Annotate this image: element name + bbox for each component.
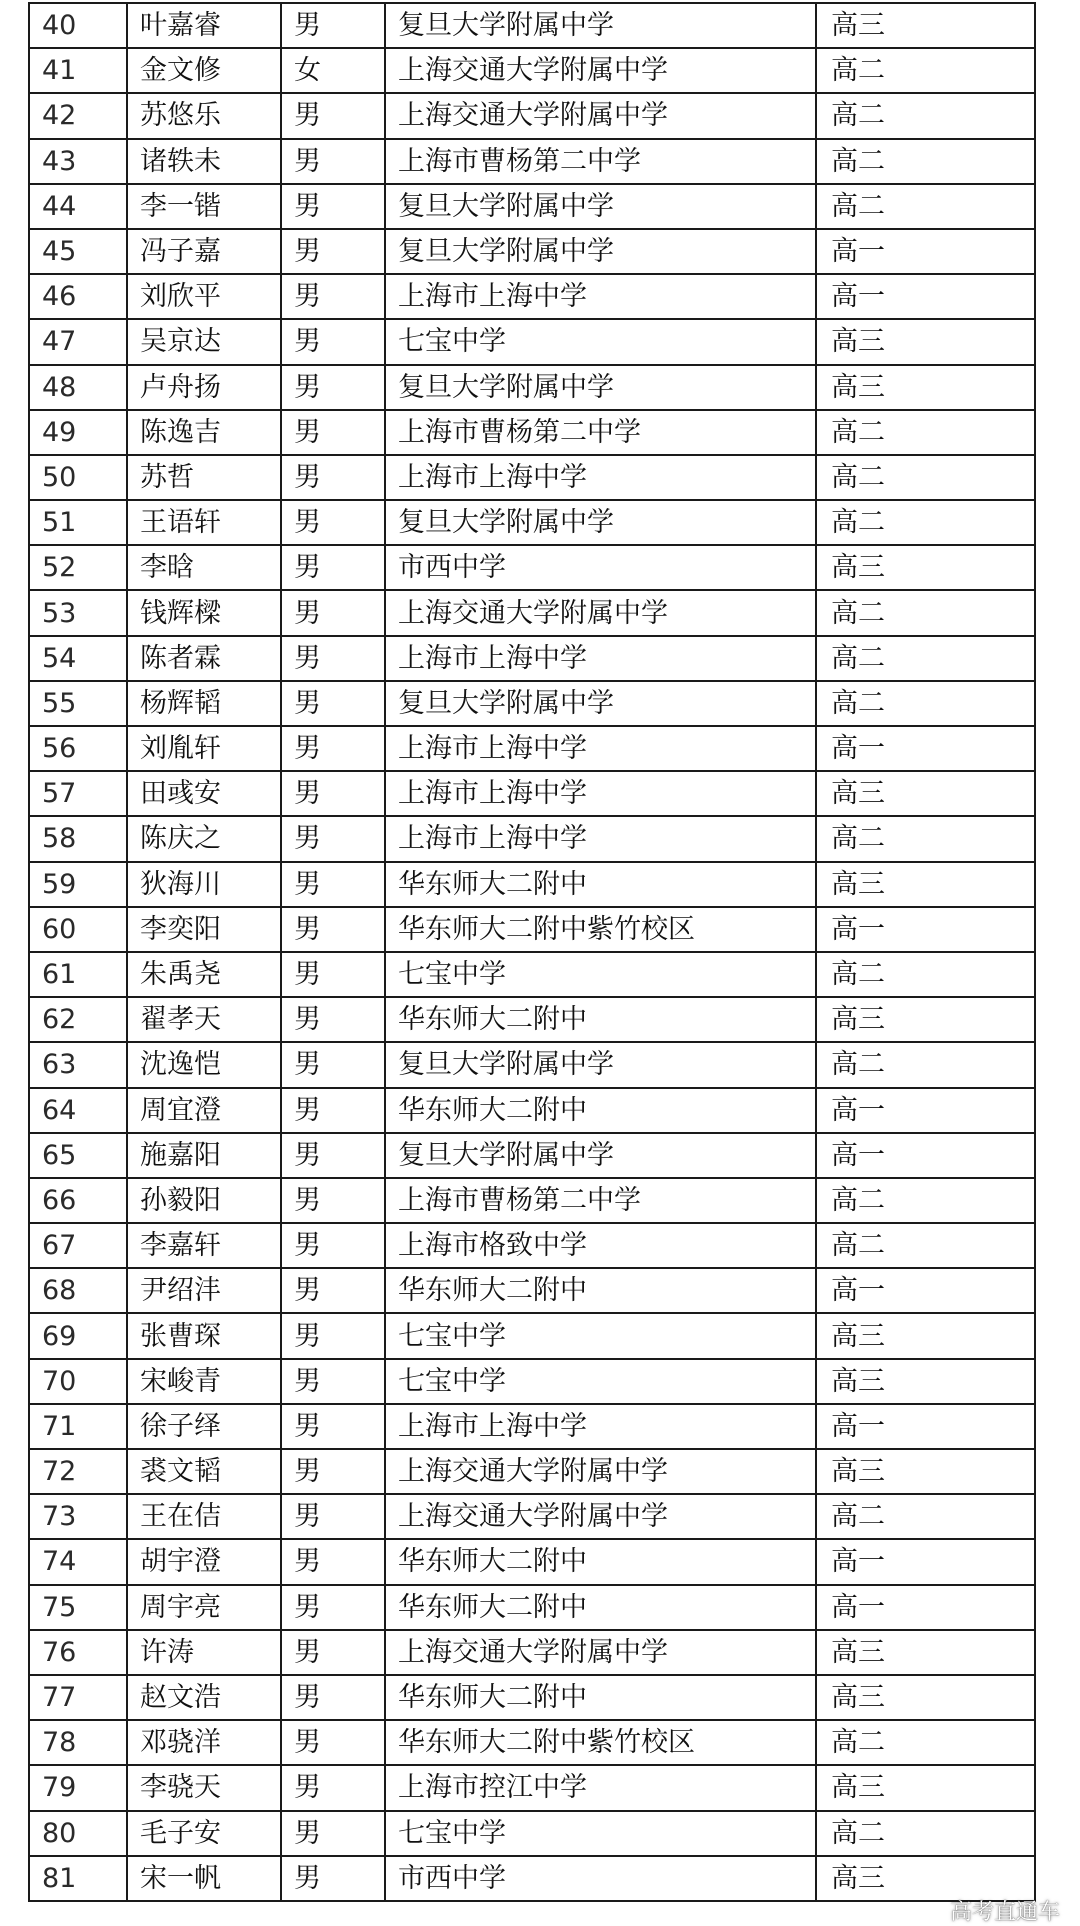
school-cell: 复旦大学附属中学 [385, 1133, 816, 1178]
school-cell: 七宝中学 [385, 1313, 816, 1358]
grade-cell: 高三 [816, 1765, 1035, 1810]
school-cell: 上海市上海中学 [385, 771, 816, 816]
grade-cell: 高三 [816, 319, 1035, 364]
student-name-cell: 孙毅阳 [127, 1178, 281, 1223]
row-number-cell: 59 [29, 862, 127, 907]
gender-cell: 男 [281, 1765, 385, 1810]
grade-cell: 高三 [816, 1449, 1035, 1494]
row-number-cell: 69 [29, 1313, 127, 1358]
grade-cell: 高三 [816, 3, 1035, 48]
student-name-cell: 陈庆之 [127, 816, 281, 861]
student-name-cell: 吴京达 [127, 319, 281, 364]
table-row [29, 952, 1035, 997]
school-cell: 七宝中学 [385, 952, 816, 997]
grade-cell: 高三 [816, 997, 1035, 1042]
table-row [29, 1720, 1035, 1765]
grade-cell: 高二 [816, 500, 1035, 545]
student-name-cell: 叶嘉睿 [127, 3, 281, 48]
table-row [29, 1765, 1035, 1810]
table-row [29, 1449, 1035, 1494]
grade-cell: 高三 [816, 1359, 1035, 1404]
student-name-cell: 刘欣平 [127, 274, 281, 319]
gender-cell: 男 [281, 1133, 385, 1178]
gender-cell: 男 [281, 184, 385, 229]
student-name-cell: 冯子嘉 [127, 229, 281, 274]
row-number-cell: 77 [29, 1675, 127, 1720]
gender-cell: 男 [281, 274, 385, 319]
row-number-cell: 71 [29, 1404, 127, 1449]
table-row [29, 139, 1035, 184]
gender-cell: 男 [281, 365, 385, 410]
student-name-cell: 钱辉樑 [127, 590, 281, 635]
table-row [29, 455, 1035, 500]
student-name-cell: 诸轶未 [127, 139, 281, 184]
grade-cell: 高三 [816, 862, 1035, 907]
row-number-cell: 55 [29, 681, 127, 726]
school-cell: 上海交通大学附属中学 [385, 1494, 816, 1539]
school-cell: 上海市上海中学 [385, 726, 816, 771]
gender-cell: 男 [281, 1494, 385, 1539]
student-name-cell: 周宇亮 [127, 1585, 281, 1630]
row-number-cell: 44 [29, 184, 127, 229]
row-number-cell: 60 [29, 907, 127, 952]
row-number-cell: 51 [29, 500, 127, 545]
student-name-cell: 陈者霖 [127, 636, 281, 681]
gender-cell: 男 [281, 1811, 385, 1856]
row-number-cell: 41 [29, 48, 127, 93]
row-number-cell: 47 [29, 319, 127, 364]
table-row [29, 1811, 1035, 1856]
table-row [29, 816, 1035, 861]
school-cell: 上海市上海中学 [385, 636, 816, 681]
grade-cell: 高二 [816, 1042, 1035, 1087]
student-name-cell: 卢舟扬 [127, 365, 281, 410]
student-name-cell: 许涛 [127, 1630, 281, 1675]
row-number-cell: 64 [29, 1088, 127, 1133]
school-cell: 华东师大二附中 [385, 1675, 816, 1720]
row-number-cell: 48 [29, 365, 127, 410]
gender-cell: 男 [281, 590, 385, 635]
student-name-cell: 尹绍沣 [127, 1268, 281, 1313]
student-name-cell: 李一锴 [127, 184, 281, 229]
gender-cell: 男 [281, 771, 385, 816]
school-cell: 华东师大二附中紫竹校区 [385, 1720, 816, 1765]
grade-cell: 高一 [816, 1539, 1035, 1584]
row-number-cell: 40 [29, 3, 127, 48]
table-row [29, 1178, 1035, 1223]
gender-cell: 男 [281, 907, 385, 952]
table-row [29, 1223, 1035, 1268]
school-cell: 复旦大学附属中学 [385, 184, 816, 229]
school-cell: 华东师大二附中 [385, 862, 816, 907]
gender-cell: 男 [281, 139, 385, 184]
gender-cell: 男 [281, 1042, 385, 1087]
school-cell: 七宝中学 [385, 1359, 816, 1404]
row-number-cell: 78 [29, 1720, 127, 1765]
school-cell: 上海交通大学附属中学 [385, 1449, 816, 1494]
grade-cell: 高二 [816, 1223, 1035, 1268]
school-cell: 上海市上海中学 [385, 274, 816, 319]
grade-cell: 高二 [816, 1811, 1035, 1856]
gender-cell: 男 [281, 862, 385, 907]
row-number-cell: 52 [29, 545, 127, 590]
gender-cell: 男 [281, 1178, 385, 1223]
gender-cell: 男 [281, 1268, 385, 1313]
row-number-cell: 56 [29, 726, 127, 771]
grade-cell: 高三 [816, 1630, 1035, 1675]
gender-cell: 女 [281, 48, 385, 93]
grade-cell: 高二 [816, 681, 1035, 726]
gender-cell: 男 [281, 229, 385, 274]
gender-cell: 男 [281, 636, 385, 681]
school-cell: 上海市上海中学 [385, 816, 816, 861]
school-cell: 上海交通大学附属中学 [385, 48, 816, 93]
row-number-cell: 72 [29, 1449, 127, 1494]
school-cell: 上海交通大学附属中学 [385, 93, 816, 138]
student-name-cell: 宋峻青 [127, 1359, 281, 1404]
gender-cell: 男 [281, 1313, 385, 1358]
grade-cell: 高二 [816, 455, 1035, 500]
student-name-cell: 金文修 [127, 48, 281, 93]
table-row [29, 1268, 1035, 1313]
grade-cell: 高三 [816, 365, 1035, 410]
table-row [29, 229, 1035, 274]
grade-cell: 高二 [816, 184, 1035, 229]
row-number-cell: 43 [29, 139, 127, 184]
table-row [29, 907, 1035, 952]
school-cell: 华东师大二附中 [385, 997, 816, 1042]
row-number-cell: 80 [29, 1811, 127, 1856]
grade-cell: 高一 [816, 1088, 1035, 1133]
school-cell: 市西中学 [385, 545, 816, 590]
row-number-cell: 54 [29, 636, 127, 681]
student-name-cell: 王语轩 [127, 500, 281, 545]
row-number-cell: 62 [29, 997, 127, 1042]
student-name-cell: 周宜澄 [127, 1088, 281, 1133]
grade-cell: 高一 [816, 1585, 1035, 1630]
table-row [29, 771, 1035, 816]
row-number-cell: 67 [29, 1223, 127, 1268]
school-cell: 华东师大二附中 [385, 1585, 816, 1630]
gender-cell: 男 [281, 455, 385, 500]
grade-cell: 高二 [816, 1178, 1035, 1223]
grade-cell: 高二 [816, 93, 1035, 138]
row-number-cell: 63 [29, 1042, 127, 1087]
grade-cell: 高二 [816, 410, 1035, 455]
student-name-cell: 张曹琛 [127, 1313, 281, 1358]
student-name-cell: 宋一帆 [127, 1856, 281, 1901]
grade-cell: 高一 [816, 726, 1035, 771]
row-number-cell: 75 [29, 1585, 127, 1630]
student-name-cell: 裘文韬 [127, 1449, 281, 1494]
student-name-cell: 苏哲 [127, 455, 281, 500]
table-row [29, 410, 1035, 455]
table-row [29, 1313, 1035, 1358]
row-number-cell: 53 [29, 590, 127, 635]
grade-cell: 高一 [816, 907, 1035, 952]
table-row [29, 997, 1035, 1042]
school-cell: 上海市格致中学 [385, 1223, 816, 1268]
school-cell: 华东师大二附中 [385, 1088, 816, 1133]
student-name-cell: 施嘉阳 [127, 1133, 281, 1178]
grade-cell: 高二 [816, 1720, 1035, 1765]
table-row [29, 48, 1035, 93]
grade-cell: 高二 [816, 1494, 1035, 1539]
school-cell: 华东师大二附中 [385, 1539, 816, 1584]
grade-cell: 高三 [816, 1313, 1035, 1358]
row-number-cell: 58 [29, 816, 127, 861]
gender-cell: 男 [281, 726, 385, 771]
grade-cell: 高一 [816, 1133, 1035, 1178]
table-row [29, 1585, 1035, 1630]
row-number-cell: 61 [29, 952, 127, 997]
grade-cell: 高三 [816, 1856, 1035, 1901]
row-number-cell: 57 [29, 771, 127, 816]
gender-cell: 男 [281, 1404, 385, 1449]
table-row [29, 3, 1035, 48]
table-row [29, 636, 1035, 681]
school-cell: 华东师大二附中 [385, 1268, 816, 1313]
grade-cell: 高一 [816, 1268, 1035, 1313]
school-cell: 上海市曹杨第二中学 [385, 139, 816, 184]
gender-cell: 男 [281, 1630, 385, 1675]
row-number-cell: 42 [29, 93, 127, 138]
student-name-cell: 李晗 [127, 545, 281, 590]
row-number-cell: 66 [29, 1178, 127, 1223]
table-row [29, 500, 1035, 545]
student-name-cell: 毛子安 [127, 1811, 281, 1856]
table-row [29, 319, 1035, 364]
school-cell: 上海市控江中学 [385, 1765, 816, 1810]
row-number-cell: 45 [29, 229, 127, 274]
grade-cell: 高三 [816, 545, 1035, 590]
grade-cell: 高二 [816, 636, 1035, 681]
school-cell: 华东师大二附中紫竹校区 [385, 907, 816, 952]
table-row [29, 1088, 1035, 1133]
grade-cell: 高一 [816, 229, 1035, 274]
table-row [29, 1630, 1035, 1675]
row-number-cell: 70 [29, 1359, 127, 1404]
table-row [29, 862, 1035, 907]
school-cell: 复旦大学附属中学 [385, 1042, 816, 1087]
gender-cell: 男 [281, 1359, 385, 1404]
student-name-cell: 徐子绎 [127, 1404, 281, 1449]
gender-cell: 男 [281, 1088, 385, 1133]
gender-cell: 男 [281, 1856, 385, 1901]
grade-cell: 高三 [816, 771, 1035, 816]
table-row [29, 1539, 1035, 1584]
table-row [29, 1856, 1035, 1901]
table-row [29, 726, 1035, 771]
table-row [29, 274, 1035, 319]
student-name-cell: 翟孝天 [127, 997, 281, 1042]
school-cell: 复旦大学附属中学 [385, 681, 816, 726]
row-number-cell: 65 [29, 1133, 127, 1178]
row-number-cell: 76 [29, 1630, 127, 1675]
row-number-cell: 68 [29, 1268, 127, 1313]
gender-cell: 男 [281, 1675, 385, 1720]
student-name-cell: 胡宇澄 [127, 1539, 281, 1584]
table-row [29, 365, 1035, 410]
student-name-cell: 狄海川 [127, 862, 281, 907]
gender-cell: 男 [281, 319, 385, 364]
school-cell: 复旦大学附属中学 [385, 365, 816, 410]
student-name-cell: 沈逸恺 [127, 1042, 281, 1087]
table-body [29, 3, 1035, 1901]
grade-cell: 高一 [816, 1404, 1035, 1449]
school-cell: 复旦大学附属中学 [385, 3, 816, 48]
table-row [29, 1359, 1035, 1404]
school-cell: 七宝中学 [385, 1811, 816, 1856]
grade-cell: 高二 [816, 139, 1035, 184]
student-name-cell: 赵文浩 [127, 1675, 281, 1720]
gender-cell: 男 [281, 93, 385, 138]
table-row [29, 1494, 1035, 1539]
row-number-cell: 73 [29, 1494, 127, 1539]
school-cell: 复旦大学附属中学 [385, 500, 816, 545]
gender-cell: 男 [281, 1720, 385, 1765]
school-cell: 上海交通大学附属中学 [385, 1630, 816, 1675]
student-name-cell: 邓骁洋 [127, 1720, 281, 1765]
student-name-cell: 王在佶 [127, 1494, 281, 1539]
school-cell: 上海市曹杨第二中学 [385, 1178, 816, 1223]
gender-cell: 男 [281, 500, 385, 545]
school-cell: 上海市上海中学 [385, 455, 816, 500]
grade-cell: 高三 [816, 1675, 1035, 1720]
row-number-cell: 81 [29, 1856, 127, 1901]
student-name-cell: 李嘉轩 [127, 1223, 281, 1268]
table-row [29, 184, 1035, 229]
student-name-cell: 田彧安 [127, 771, 281, 816]
school-cell: 上海市上海中学 [385, 1404, 816, 1449]
gender-cell: 男 [281, 545, 385, 590]
gender-cell: 男 [281, 1223, 385, 1268]
gender-cell: 男 [281, 997, 385, 1042]
row-number-cell: 49 [29, 410, 127, 455]
gender-cell: 男 [281, 3, 385, 48]
school-cell: 上海交通大学附属中学 [385, 590, 816, 635]
gender-cell: 男 [281, 1449, 385, 1494]
gender-cell: 男 [281, 681, 385, 726]
student-name-cell: 杨辉韬 [127, 681, 281, 726]
student-name-cell: 刘胤轩 [127, 726, 281, 771]
student-name-cell: 苏悠乐 [127, 93, 281, 138]
table-row [29, 1133, 1035, 1178]
school-cell: 上海市曹杨第二中学 [385, 410, 816, 455]
grade-cell: 高二 [816, 590, 1035, 635]
row-number-cell: 50 [29, 455, 127, 500]
student-name-cell: 李骁天 [127, 1765, 281, 1810]
row-number-cell: 74 [29, 1539, 127, 1584]
school-cell: 七宝中学 [385, 319, 816, 364]
table-row [29, 590, 1035, 635]
school-cell: 复旦大学附属中学 [385, 229, 816, 274]
gender-cell: 男 [281, 1539, 385, 1584]
grade-cell: 高二 [816, 48, 1035, 93]
grade-cell: 高二 [816, 816, 1035, 861]
table-row [29, 93, 1035, 138]
gender-cell: 男 [281, 1585, 385, 1630]
watermark-text: 高考直通车 [949, 1900, 1060, 1925]
row-number-cell: 46 [29, 274, 127, 319]
row-number-cell: 79 [29, 1765, 127, 1810]
grade-cell: 高一 [816, 274, 1035, 319]
student-name-cell: 李奕阳 [127, 907, 281, 952]
grade-cell: 高二 [816, 952, 1035, 997]
student-name-cell: 陈逸吉 [127, 410, 281, 455]
gender-cell: 男 [281, 952, 385, 997]
table-row [29, 545, 1035, 590]
table-row [29, 681, 1035, 726]
student-list-table [28, 2, 1036, 1902]
gender-cell: 男 [281, 410, 385, 455]
table-row [29, 1404, 1035, 1449]
table-row [29, 1042, 1035, 1087]
table-row [29, 1675, 1035, 1720]
school-cell: 市西中学 [385, 1856, 816, 1901]
gender-cell: 男 [281, 816, 385, 861]
student-name-cell: 朱禹尧 [127, 952, 281, 997]
